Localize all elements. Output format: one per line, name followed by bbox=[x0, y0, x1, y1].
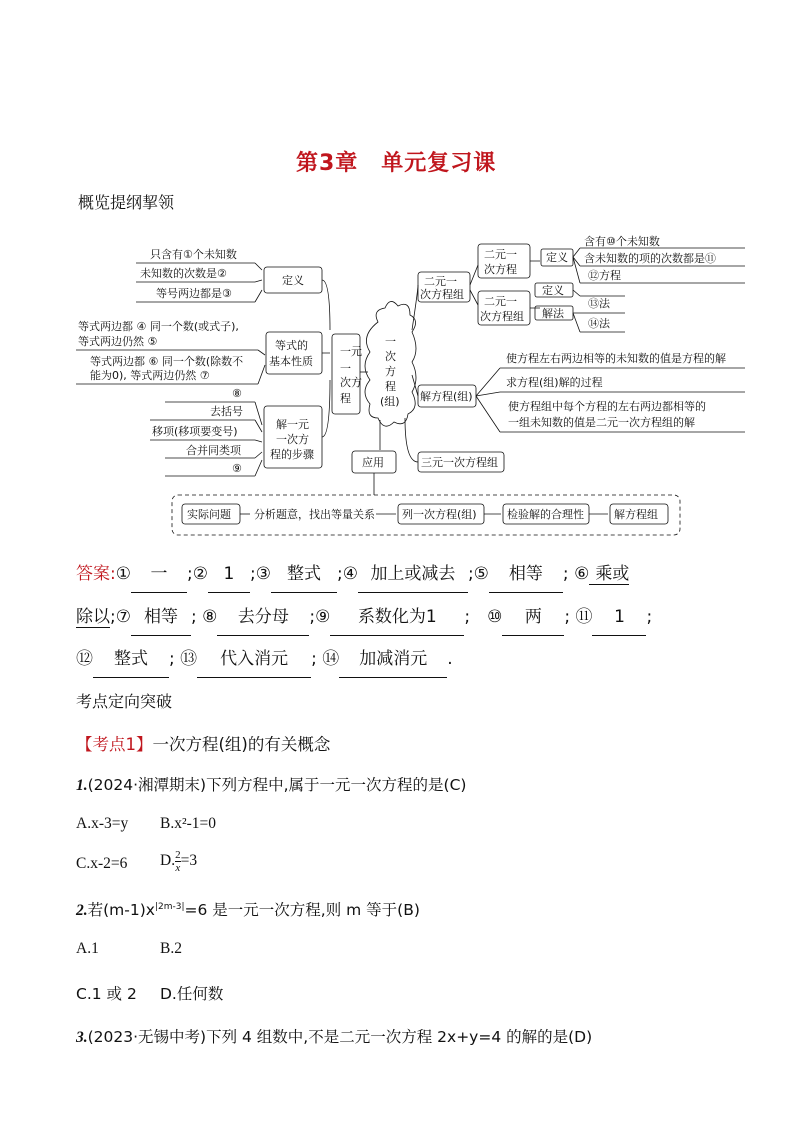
answers-line-2: 除以;⑦ 相等 ; ⑧ 去分母 ;⑨ 系数化为1 ; ⑩ 两 ; ⑪ 1 ; bbox=[76, 599, 652, 636]
answers-line-1: 答案:① 一 ;② 1 ;③ 整式 ;④ 加上或减去 ;⑤ 相等 ; ⑥ 乘或 bbox=[76, 556, 629, 593]
erfz2-2: 次方程组 bbox=[480, 310, 524, 323]
yiyuan-1: 一元 bbox=[340, 345, 362, 358]
center-3: 方 bbox=[385, 365, 396, 378]
prop-item2-b: 能为0), 等式两边仍然 ⑦ bbox=[90, 369, 210, 382]
prop-box-label-1: 等式的 bbox=[275, 339, 308, 352]
erf-def-2: 含未知数的项的次数都是⑪ bbox=[584, 252, 716, 265]
q1-option-c: C.x-2=6 bbox=[76, 855, 128, 872]
def-label-2: 定义 bbox=[542, 284, 564, 297]
answers-line-3: ⑫ 整式 ; ⑬ 代入消元 ; ⑭ 加减消元 . bbox=[76, 641, 453, 678]
yingyong: 应用 bbox=[362, 456, 384, 469]
mindmap bbox=[0, 0, 794, 545]
breakthrough-heading: 考点定向突破 bbox=[76, 692, 173, 711]
answer-11: 1 bbox=[592, 599, 646, 636]
answer-1: 一 bbox=[131, 556, 187, 593]
question-3: 3.(2023·无锡中考)下列 4 组数中,不是二元一次方程 2x+y=4 的解的是(D) bbox=[76, 1028, 593, 1046]
answer-6-a: 乘或 bbox=[589, 564, 629, 585]
answer-12: 整式 bbox=[93, 641, 169, 678]
solve-item-2: 求方程(组)解的过程 bbox=[506, 376, 603, 389]
step-item-2: 去括号 bbox=[210, 405, 243, 418]
solve-item-1: 使方程左右两边相等的未知数的值是方程的解 bbox=[506, 352, 726, 365]
answer-9: 系数化为1 bbox=[330, 599, 464, 636]
steps-box-1: 解一元 bbox=[276, 418, 309, 431]
yiyuan-2: 一 bbox=[340, 362, 351, 375]
flow-5: 解方程组 bbox=[614, 508, 658, 521]
q2-option-a: A.1 bbox=[76, 940, 99, 957]
answer-13: 代入消元 bbox=[197, 641, 311, 678]
prop-item1-b: 等式两边仍然 ⑤ bbox=[78, 335, 158, 348]
flow-1: 实际问题 bbox=[187, 508, 231, 521]
yiyuan-4: 程 bbox=[340, 392, 351, 405]
q2-option-b: B.2 bbox=[160, 940, 182, 957]
q1-option-b: B.x²-1=0 bbox=[160, 815, 217, 832]
flow-2: 分析题意，找出等量关系 bbox=[254, 508, 375, 521]
answer-10: 两 bbox=[502, 599, 564, 636]
q1-option-a: A.x-3=y bbox=[76, 815, 129, 832]
erf-def-3: ⑫方程 bbox=[588, 269, 621, 282]
def-item-3: 等号两边都是③ bbox=[156, 287, 232, 300]
solve-box: 解方程(组) bbox=[420, 390, 473, 403]
page-title: 第3章 单元复习课 bbox=[296, 151, 497, 176]
erf-1: 二元一 bbox=[484, 248, 517, 261]
answer-4: 加上或减去 bbox=[358, 556, 468, 593]
q2-option-d: D.任何数 bbox=[160, 985, 224, 1003]
yiyuan-3: 次方 bbox=[340, 376, 362, 389]
erfz-1: 二元一 bbox=[424, 275, 457, 288]
answer-7: 相等 bbox=[131, 599, 191, 636]
q1-option-d: D. $\frac{2}{x}$ =3 bbox=[160, 849, 198, 874]
center-4: 程 bbox=[385, 380, 396, 393]
jiefa-label: 解法 bbox=[542, 307, 564, 320]
def-label: 定义 bbox=[546, 251, 568, 264]
prop-item2-a: 等式两边都 ⑥ 同一个数(除数不 bbox=[90, 355, 244, 368]
center-5: (组) bbox=[380, 395, 400, 408]
step-item-1: ⑧ bbox=[232, 387, 242, 400]
kaodian-1: 【考点1】一次方程(组)的有关概念 bbox=[76, 735, 331, 754]
def-item-2: 未知数的次数是② bbox=[140, 267, 227, 280]
jiefa-1: ⑬法 bbox=[588, 297, 610, 310]
jiefa-2: ⑭法 bbox=[588, 317, 610, 330]
sanyuan: 三元一次方程组 bbox=[421, 456, 498, 469]
question-1: 1.(2024·湘潭期末)下列方程中,属于一元一次方程的是(C) bbox=[76, 776, 467, 794]
answer-5: 相等 bbox=[489, 556, 563, 593]
erfz2-1: 二元一 bbox=[484, 295, 517, 308]
def-item-1: 只含有①个未知数 bbox=[150, 248, 237, 261]
step-item-3: 移项(移项要变号) bbox=[152, 425, 238, 438]
answer-14: 加减消元 bbox=[339, 641, 447, 678]
steps-box-3: 程的步骤 bbox=[270, 448, 314, 461]
answers-label: 答案: bbox=[76, 564, 116, 584]
center-1: 一 bbox=[385, 335, 396, 348]
solve-item-4: 一组未知数的值是二元一次方程组的解 bbox=[508, 416, 695, 429]
steps-box-2: 一次方 bbox=[276, 433, 309, 446]
overview-heading: 概览提纲挈领 bbox=[78, 193, 175, 212]
erf-def-1: 含有⑩个未知数 bbox=[584, 235, 660, 248]
erf-2: 次方程 bbox=[484, 263, 517, 276]
flow-3: 列一次方程(组) bbox=[402, 508, 477, 521]
solve-item-3: 使方程组中每个方程的左右两边都相等的 bbox=[508, 400, 706, 413]
answer-3: 整式 bbox=[271, 556, 337, 593]
flow-4: 检验解的合理性 bbox=[507, 508, 584, 521]
def-box-label: 定义 bbox=[282, 274, 304, 287]
answer-8: 去分母 bbox=[217, 599, 309, 636]
q2-option-c: C.1 或 2 bbox=[76, 985, 137, 1003]
step-item-5: ⑨ bbox=[232, 462, 242, 475]
answer-6-b: 除以 bbox=[76, 607, 110, 627]
prop-item1-a: 等式两边都 ④ 同一个数(或式子), bbox=[78, 320, 239, 333]
center-2: 次 bbox=[385, 350, 396, 363]
prop-box-label-2: 基本性质 bbox=[269, 355, 313, 368]
answer-2: 1 bbox=[208, 556, 250, 593]
step-item-4: 合并同类项 bbox=[186, 444, 241, 457]
erfz-2: 次方程组 bbox=[420, 288, 464, 301]
question-2: 2.若$(m-1)x^{|2m-3|}=6$ 是一元一次方程,则 m 等于(B) bbox=[76, 901, 420, 919]
